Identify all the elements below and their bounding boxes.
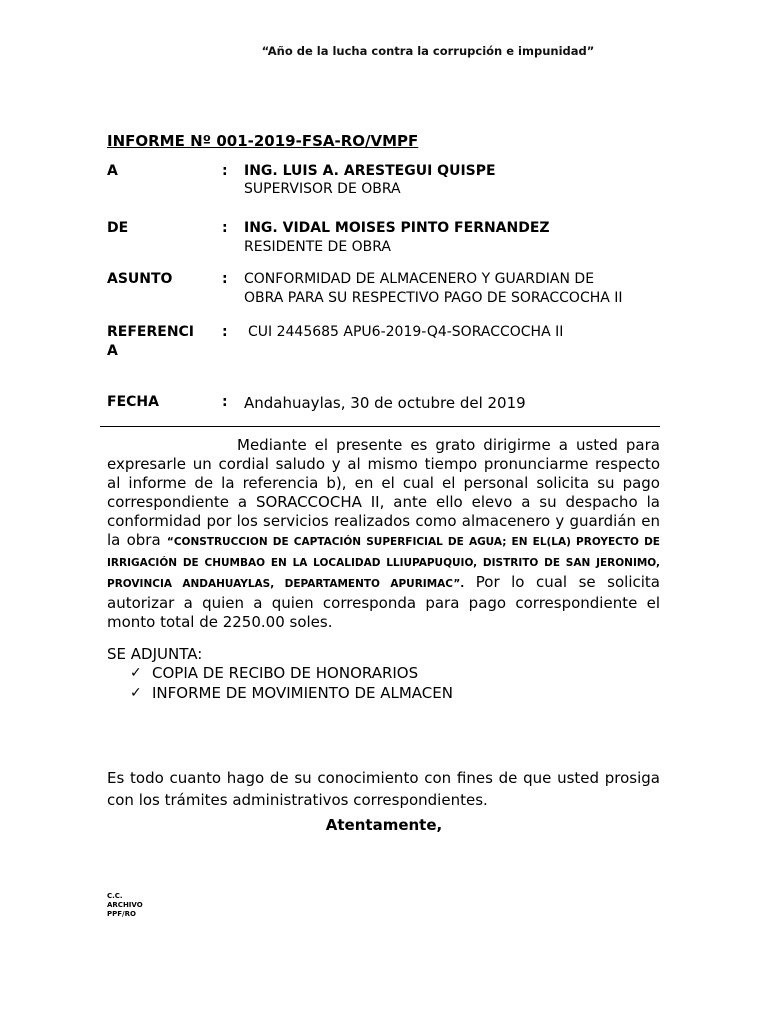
subject-line-1: CONFORMIDAD DE ALMACENERO Y GUARDIAN DE [244, 271, 595, 287]
to-colon: : [222, 163, 228, 179]
from-role: RESIDENTE DE OBRA [244, 239, 391, 255]
attachment-item [130, 683, 453, 703]
body-text-part-2: Por lo cual se solicita autorizar a quien a quien corresponda para pago correspondiente el monto total de 2250.00 soles. [107, 573, 660, 631]
attachments-title: SE ADJUNTA: [107, 645, 203, 663]
body-text-part-1: Mediante el presente es grato dirigirme a usted para expresarle un cordial saludo y al mismo tiempo pronunciarme respecto al informe de la referencia b), en el cual el personal solicita su pago correspondiente a SORACCOCHA II, ante ello elevo a su despacho la conformidad por los servicios realizados como almacenero y guardián en la obra [107, 436, 660, 549]
reference-value: CUI 2445685 APU6-2019-Q4-SORACCOCHA II [248, 324, 564, 340]
from-label: DE [107, 220, 129, 236]
from-colon: : [222, 220, 228, 236]
date-colon: : [222, 394, 228, 410]
subject-label: ASUNTO [107, 271, 173, 287]
signoff: Atentamente, [325, 816, 443, 834]
to-label: A [107, 163, 118, 179]
checkmark-icon: ✓ [130, 665, 142, 681]
cc-line: ARCHIVO [107, 901, 143, 909]
carbon-copy-block [107, 892, 143, 919]
project-name: “CONSTRUCCION DE CAPTACIÓN SUPERFICIAL DE AGUA; EN EL(LA) PROYECTO DE IRRIGACIÓN DE CHUMBAO EN LA LOCALIDAD LLIUPAPUQUIO, DISTRITO DE SAN JERONIMO, PROVINCIA ANDAHUAYLAS, DEPARTAMENTO APURIMAC”. [107, 536, 660, 590]
reference-colon: : [222, 324, 228, 340]
attachment-item-label: COPIA DE RECIBO DE HONORARIOS [152, 664, 419, 682]
to-role: SUPERVISOR DE OBRA [244, 181, 401, 197]
to-name: ING. LUIS A. ARESTEGUI QUISPE [244, 163, 496, 179]
attachments-list [130, 663, 453, 703]
from-name: ING. VIDAL MOISES PINTO FERNANDEZ [244, 220, 550, 236]
checkmark-icon: ✓ [130, 685, 142, 701]
date-value: Andahuaylas, 30 de octubre del 2019 [244, 394, 526, 412]
report-title: INFORME Nº 001-2019-FSA-RO/VMPF [107, 132, 419, 150]
subject-line-2: OBRA PARA SU RESPECTIVO PAGO DE SORACCOCHA II [244, 290, 623, 306]
header-divider [100, 426, 660, 427]
reference-label-line-2: A [107, 343, 118, 359]
attachment-item-label: INFORME DE MOVIMIENTO DE ALMACEN [152, 684, 453, 702]
body-paragraph [107, 436, 660, 632]
reference-label-line-1: REFERENCI [107, 324, 195, 340]
attachment-item [130, 663, 453, 683]
year-motto: “Año de la lucha contra la corrupción e impunidad” [261, 44, 595, 58]
closing-paragraph: Es todo cuanto hago de su conocimiento con fines de que usted prosiga con los trámites administrativos correspondientes. [107, 769, 660, 809]
subject-colon: : [222, 271, 228, 287]
date-label: FECHA [107, 394, 159, 410]
cc-line: PPF/RO [107, 910, 136, 918]
cc-line: C.C. [107, 892, 123, 900]
